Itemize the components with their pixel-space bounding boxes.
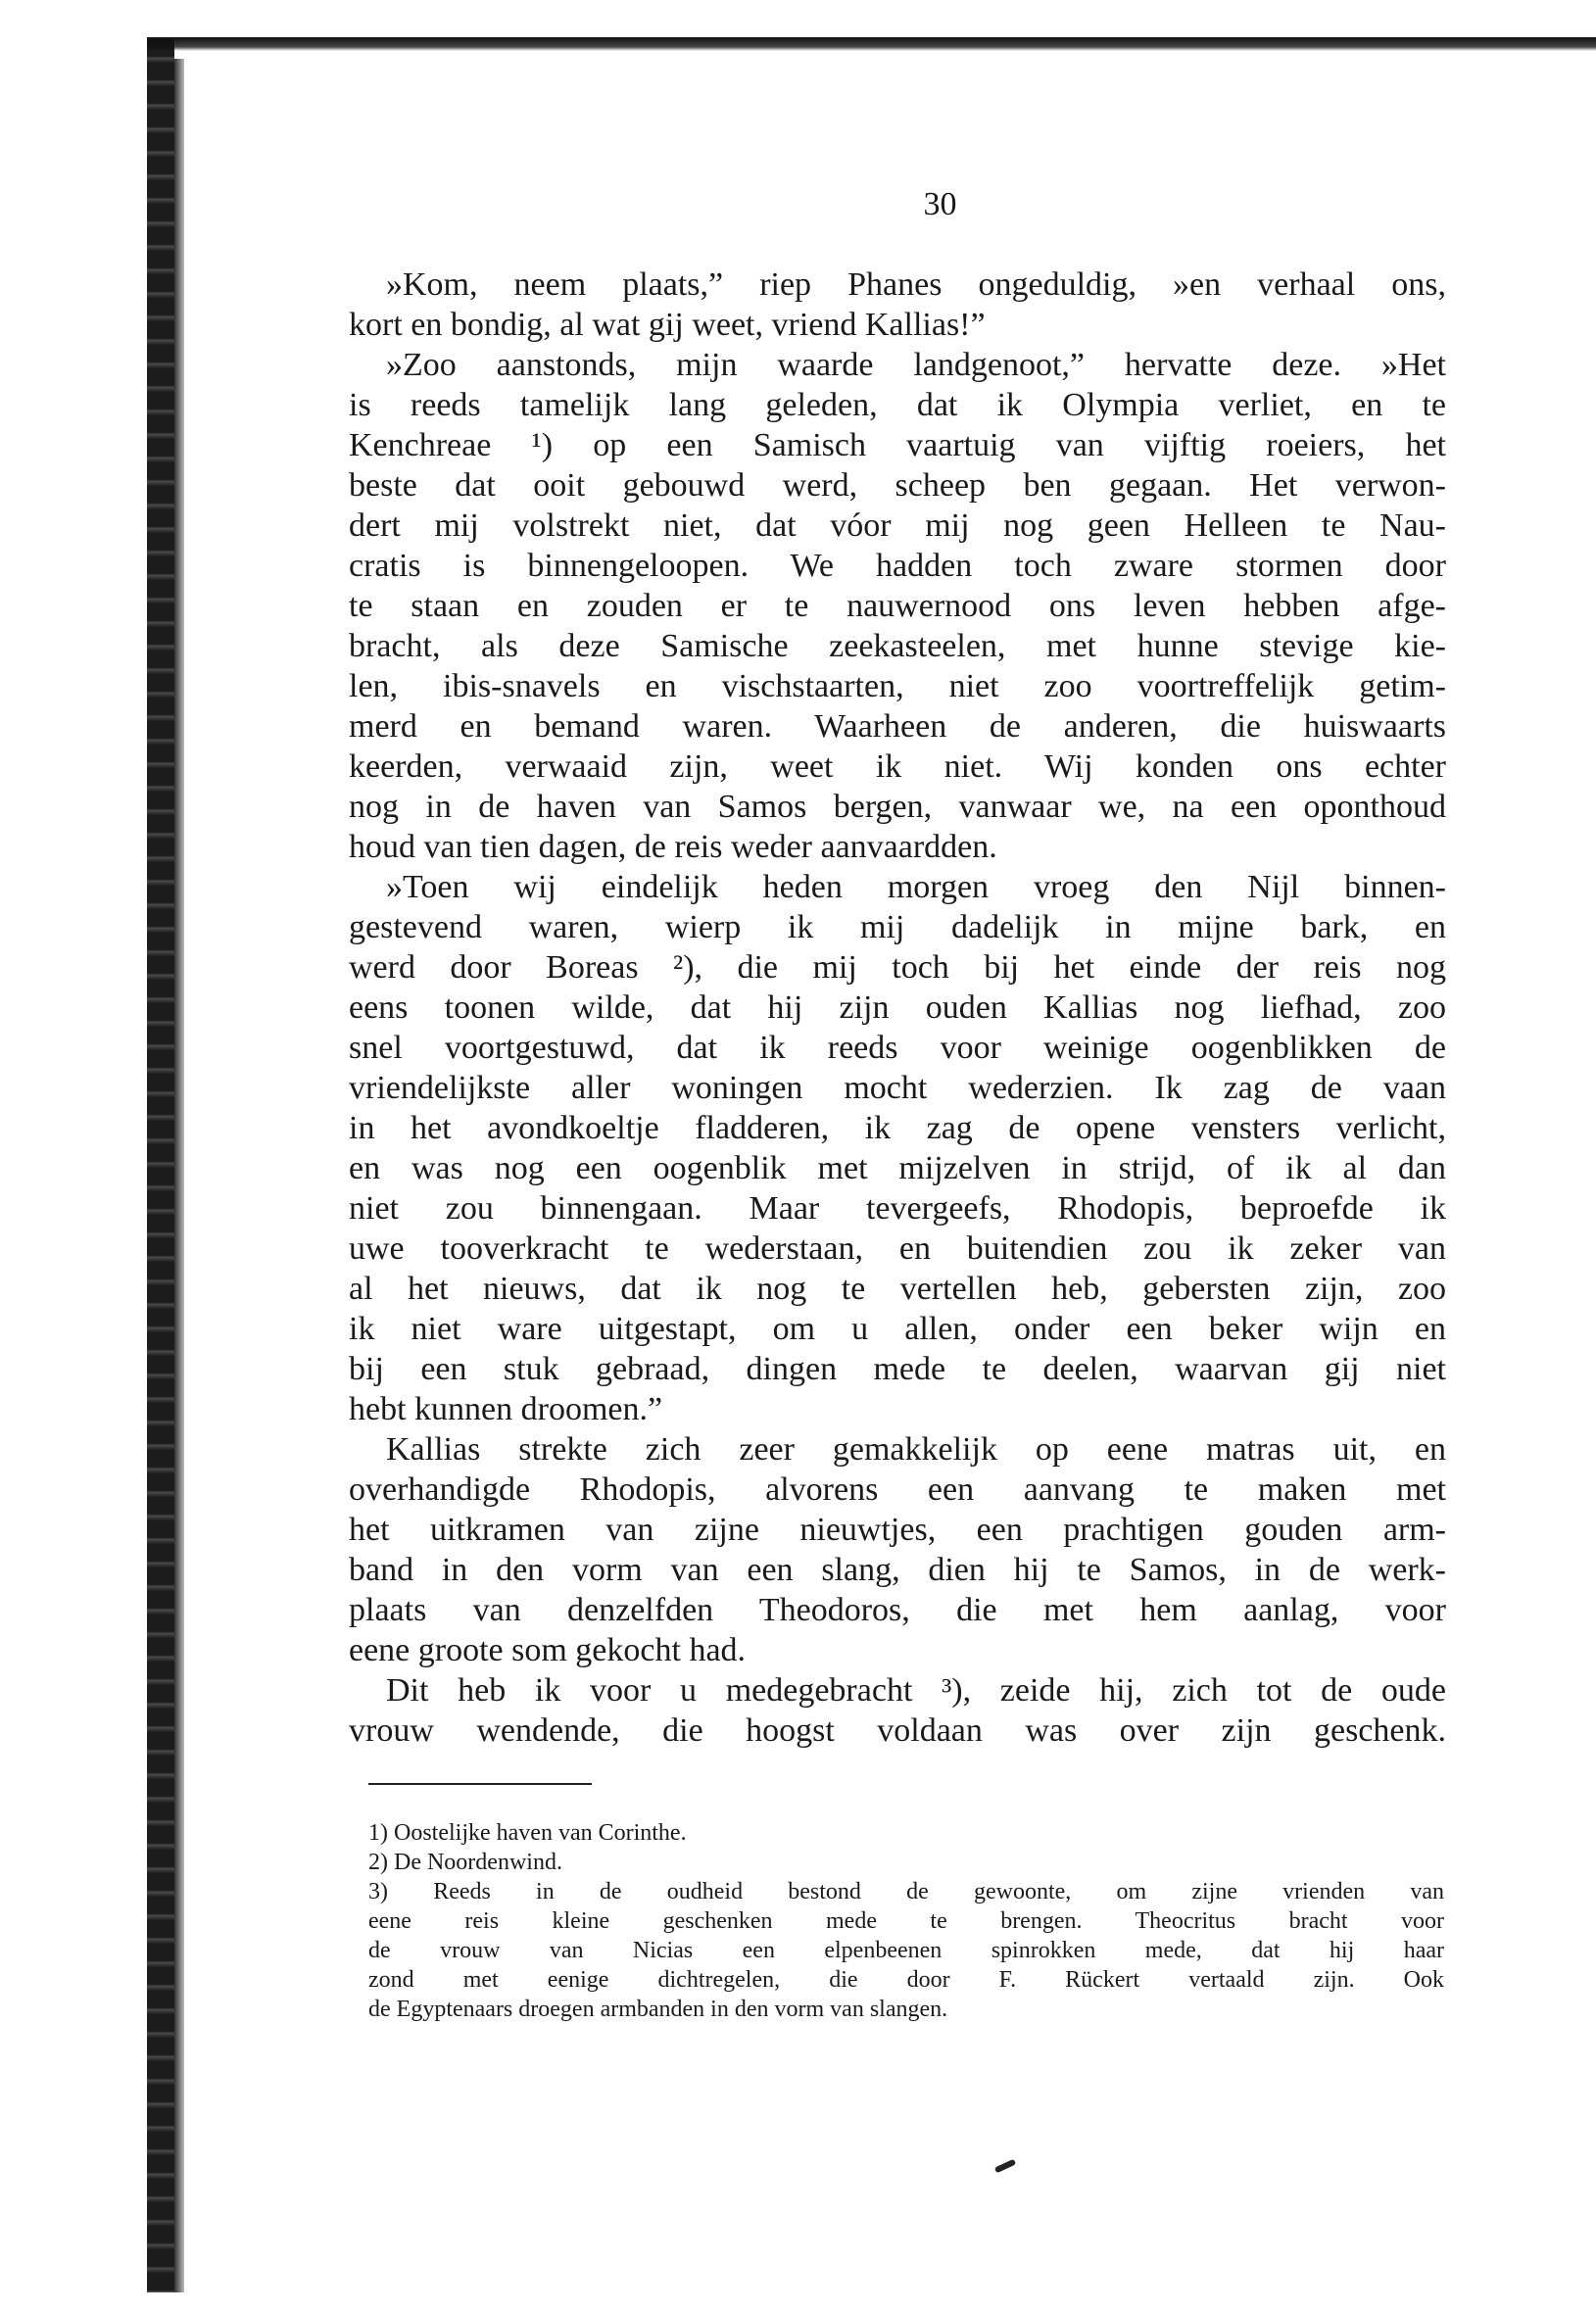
body-line: band in den vorm van een slang, dien hij te Samos, in de werk-	[349, 1552, 1446, 1588]
footnote-line: de vrouw van Nicias een elpenbeenen spinrokken mede, dat hij haar	[368, 1938, 1444, 1963]
body-line: en was nog een oogenblik met mijzelven in strijd, of ik al dan	[349, 1150, 1446, 1186]
body-line: is reeds tamelijk lang geleden, dat ik Olympia verliet, en te	[349, 387, 1446, 423]
footnote-line: 3) Reeds in de oudheid bestond de gewoonte, om zijne vrienden van	[368, 1879, 1444, 1904]
footnote-line: de Egyptenaars droegen armbanden in den vorm van slangen.	[368, 1997, 948, 2022]
footnote-line: zond met eenige dichtregelen, die door F. Rückert vertaald zijn. Ook	[368, 1967, 1444, 1993]
body-line: overhandigde Rhodopis, alvorens een aanvang te maken met	[349, 1471, 1446, 1508]
body-line: werd door Boreas ²), die mij toch bij het einde der reis nog	[349, 949, 1446, 986]
body-line: vriendelijkste aller woningen mocht wederzien. Ik zag de vaan	[349, 1070, 1446, 1106]
body-line: keerden, verwaaid zijn, weet ik niet. Wij konden ons echter	[349, 748, 1446, 785]
body-line: al het nieuws, dat ik nog te vertellen heb, gebersten zijn, zoo	[349, 1271, 1446, 1307]
body-line: houd van tien dagen, de reis weder aanvaardden.	[349, 829, 997, 865]
body-line: uwe tooverkracht te wederstaan, en buitendien zou ik zeker van	[349, 1230, 1446, 1267]
body-line: niet zou binnengaan. Maar tevergeefs, Rhodopis, beproefde ik	[349, 1190, 1446, 1227]
body-line: kort en bondig, al wat gij weet, vriend Kallias!”	[349, 307, 986, 343]
body-line: len, ibis-snavels en vischstaarten, niet zoo voortreffelijk getim-	[349, 668, 1446, 704]
body-line: vrouw wendende, die hoogst voldaan was over zijn geschenk.	[349, 1712, 1446, 1749]
body-line: cratis is binnengeloopen. We hadden toch zware stormen door	[349, 548, 1446, 584]
body-line: Dit heb ik voor u medegebracht ³), zeide hij, zich tot de oude	[386, 1672, 1446, 1709]
body-line: bij een stuk gebraad, dingen mede te deelen, waarvan gij niet	[349, 1351, 1446, 1387]
body-line: plaats van denzelfden Theodoros, die met hem aanlag, voor	[349, 1592, 1446, 1628]
ink-mark	[994, 2159, 1016, 2174]
body-line: merd en bemand waren. Waarheen de anderen, die huiswaarts	[349, 708, 1446, 745]
footnote-line: 1) Oostelijke haven van Corinthe.	[368, 1820, 687, 1846]
body-line: »Zoo aanstonds, mijn waarde landgenoot,” hervatte deze. »Het	[386, 347, 1446, 383]
body-line: nog in de haven van Samos bergen, vanwaar we, na een oponthoud	[349, 789, 1446, 825]
body-line: Kallias strekte zich zeer gemakkelijk op eene matras uit, en	[386, 1431, 1446, 1468]
binding-shadow	[174, 59, 184, 2292]
body-text	[349, 265, 1446, 1751]
body-line: het uitkramen van zijne nieuwtjes, een prachtigen gouden arm-	[349, 1512, 1446, 1548]
footnote-divider	[368, 1783, 592, 1785]
page-top-edge	[147, 37, 1596, 51]
footnote-line: eene reis kleine geschenken mede te brengen. Theocritus bracht voor	[368, 1908, 1444, 1934]
body-line: eene groote som gekocht had.	[349, 1632, 747, 1668]
body-line: te staan en zouden er te nauwernood ons leven hebben afge-	[349, 588, 1446, 624]
body-line: »Kom, neem plaats,” riep Phanes ongeduldig, »en verhaal ons,	[386, 266, 1446, 303]
body-line: »Toen wij eindelijk heden morgen vroeg den Nijl binnen-	[386, 869, 1446, 905]
body-line: Kenchreae ¹) op een Samisch vaartuig van vijftig roeiers, het	[349, 427, 1446, 463]
book-binding	[147, 39, 174, 2292]
body-line: eens toonen wilde, dat hij zijn ouden Kallias nog liefhad, zoo	[349, 989, 1446, 1026]
page-number: 30	[923, 186, 957, 222]
body-line: ik niet ware uitgestapt, om u allen, onder een beker wijn en	[349, 1311, 1446, 1347]
body-line: snel voortgestuwd, dat ik reeds voor weinige oogenblikken de	[349, 1030, 1446, 1066]
body-line: hebt kunnen droomen.”	[349, 1391, 663, 1427]
footnotes	[368, 1818, 1444, 2024]
footnote-line: 2) De Noordenwind.	[368, 1850, 562, 1875]
body-line: gestevend waren, wierp ik mij dadelijk in mijne bark, en	[349, 909, 1446, 945]
body-line: bracht, als deze Samische zeekasteelen, met hunne stevige kie-	[349, 628, 1446, 664]
body-line: dert mij volstrekt niet, dat vóor mij nog geen Helleen te Nau-	[349, 507, 1446, 544]
body-line: beste dat ooit gebouwd werd, scheep ben gegaan. Het verwon-	[349, 467, 1446, 504]
body-line: in het avondkoeltje fladderen, ik zag de opene vensters verlicht,	[349, 1110, 1446, 1146]
